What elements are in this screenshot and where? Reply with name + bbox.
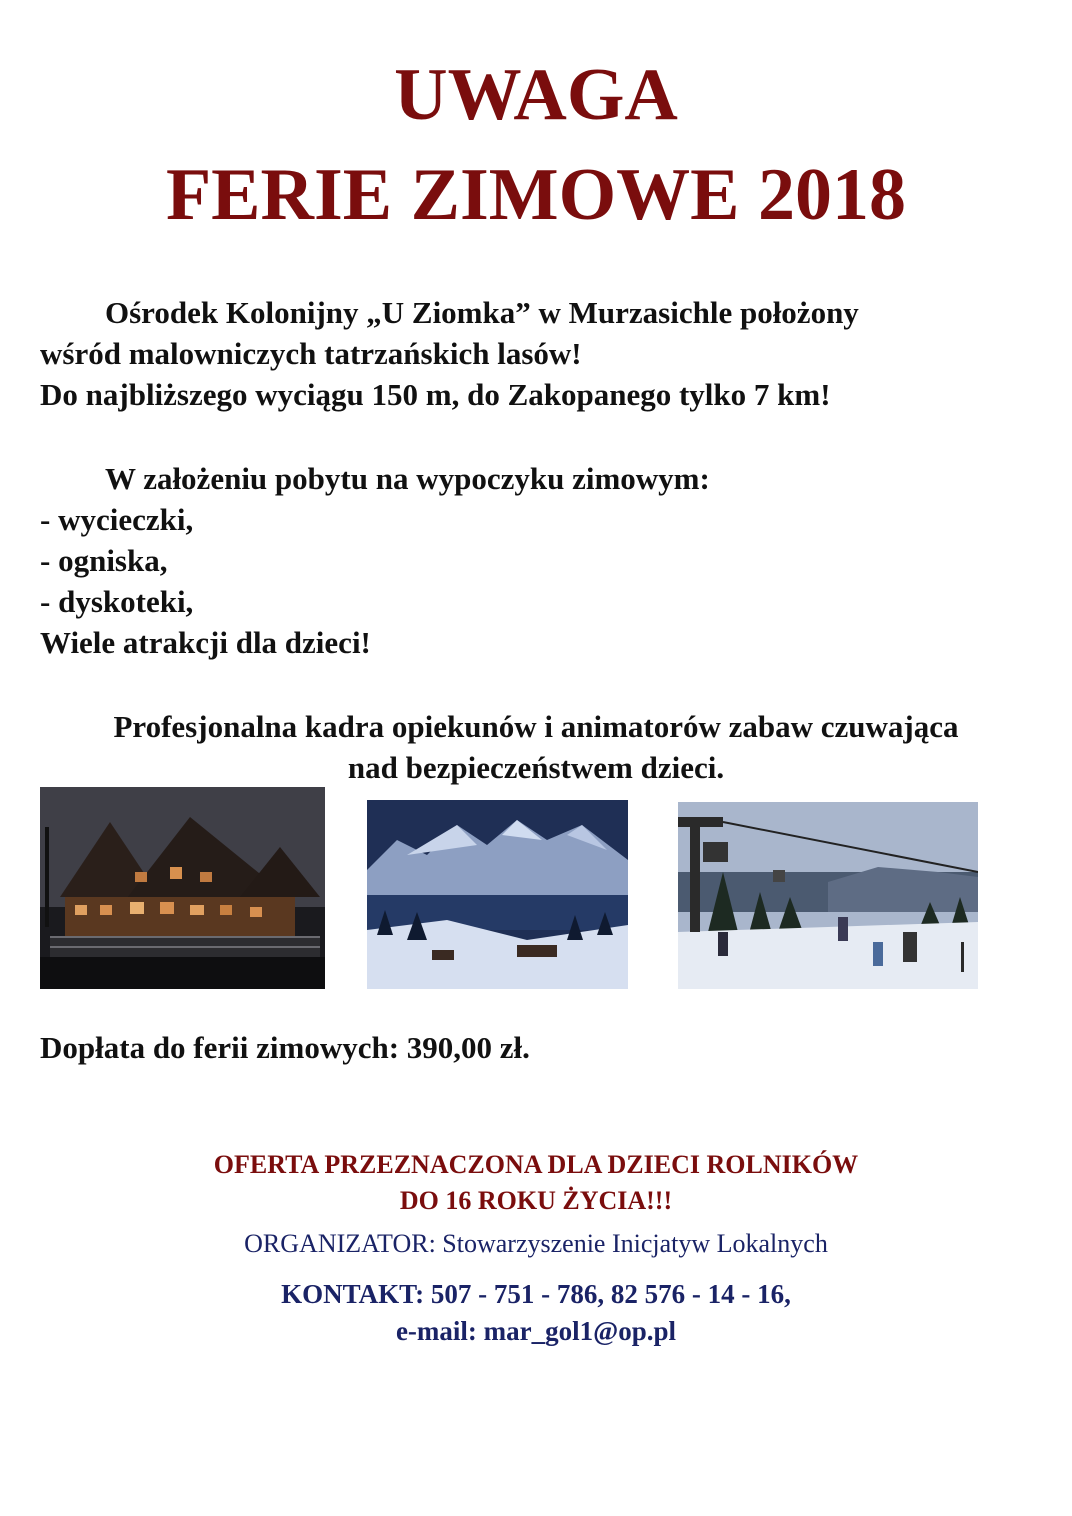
staff-line: nad bezpieczeństwem dzieci. (347, 750, 725, 785)
organizer-line: ORGANIZATOR: Stowarzyszenie Inicjatyw Lokalnych (244, 1229, 828, 1258)
program-closing: Wiele atrakcji dla dzieci! (40, 625, 371, 660)
intro-line: Do najbliższego wyciągu 150 m, do Zakopanego tylko 7 km! (40, 377, 831, 412)
title-uwaga: UWAGA (394, 54, 678, 136)
contact-block (0, 1276, 1072, 1350)
intro-line: wśród malowniczych tatrzańskich lasów! (40, 336, 582, 371)
offer-line: OFERTA PRZEZNACZONA DLA DZIECI ROLNIKÓW (213, 1150, 859, 1179)
program-paragraph (40, 458, 1040, 663)
program-heading: W założeniu pobytu na wypoczyku zimowym: (105, 461, 710, 496)
contact-phones: KONTAKT: 507 - 751 - 786, 82 576 - 14 - 16, (281, 1279, 791, 1309)
title-ferie-zimowe: FERIE ZIMOWE 2018 (165, 154, 907, 236)
staff-paragraph (0, 706, 1072, 788)
program-item: - dyskoteki, (40, 584, 194, 619)
wooden-lodge-photo (40, 787, 325, 989)
contact-email: e-mail: mar_gol1@op.pl (395, 1316, 677, 1346)
intro-line: Ośrodek Kolonijny „U Ziomka” w Murzasichle położony (105, 295, 859, 330)
price-note: Dopłata do ferii zimowych: 390,00 zł. (40, 1030, 530, 1065)
tatra-mountains-photo (367, 800, 628, 989)
offer-note (0, 1147, 1072, 1219)
program-item: - ogniska, (40, 543, 168, 578)
intro-paragraph (40, 292, 1040, 415)
ski-lift-slope-photo (678, 802, 978, 989)
staff-line: Profesjonalna kadra opiekunów i animatorów zabaw czuwająca (113, 709, 959, 744)
program-item: - wycieczki, (40, 502, 194, 537)
offer-line: DO 16 ROKU ŻYCIA!!! (399, 1186, 673, 1215)
